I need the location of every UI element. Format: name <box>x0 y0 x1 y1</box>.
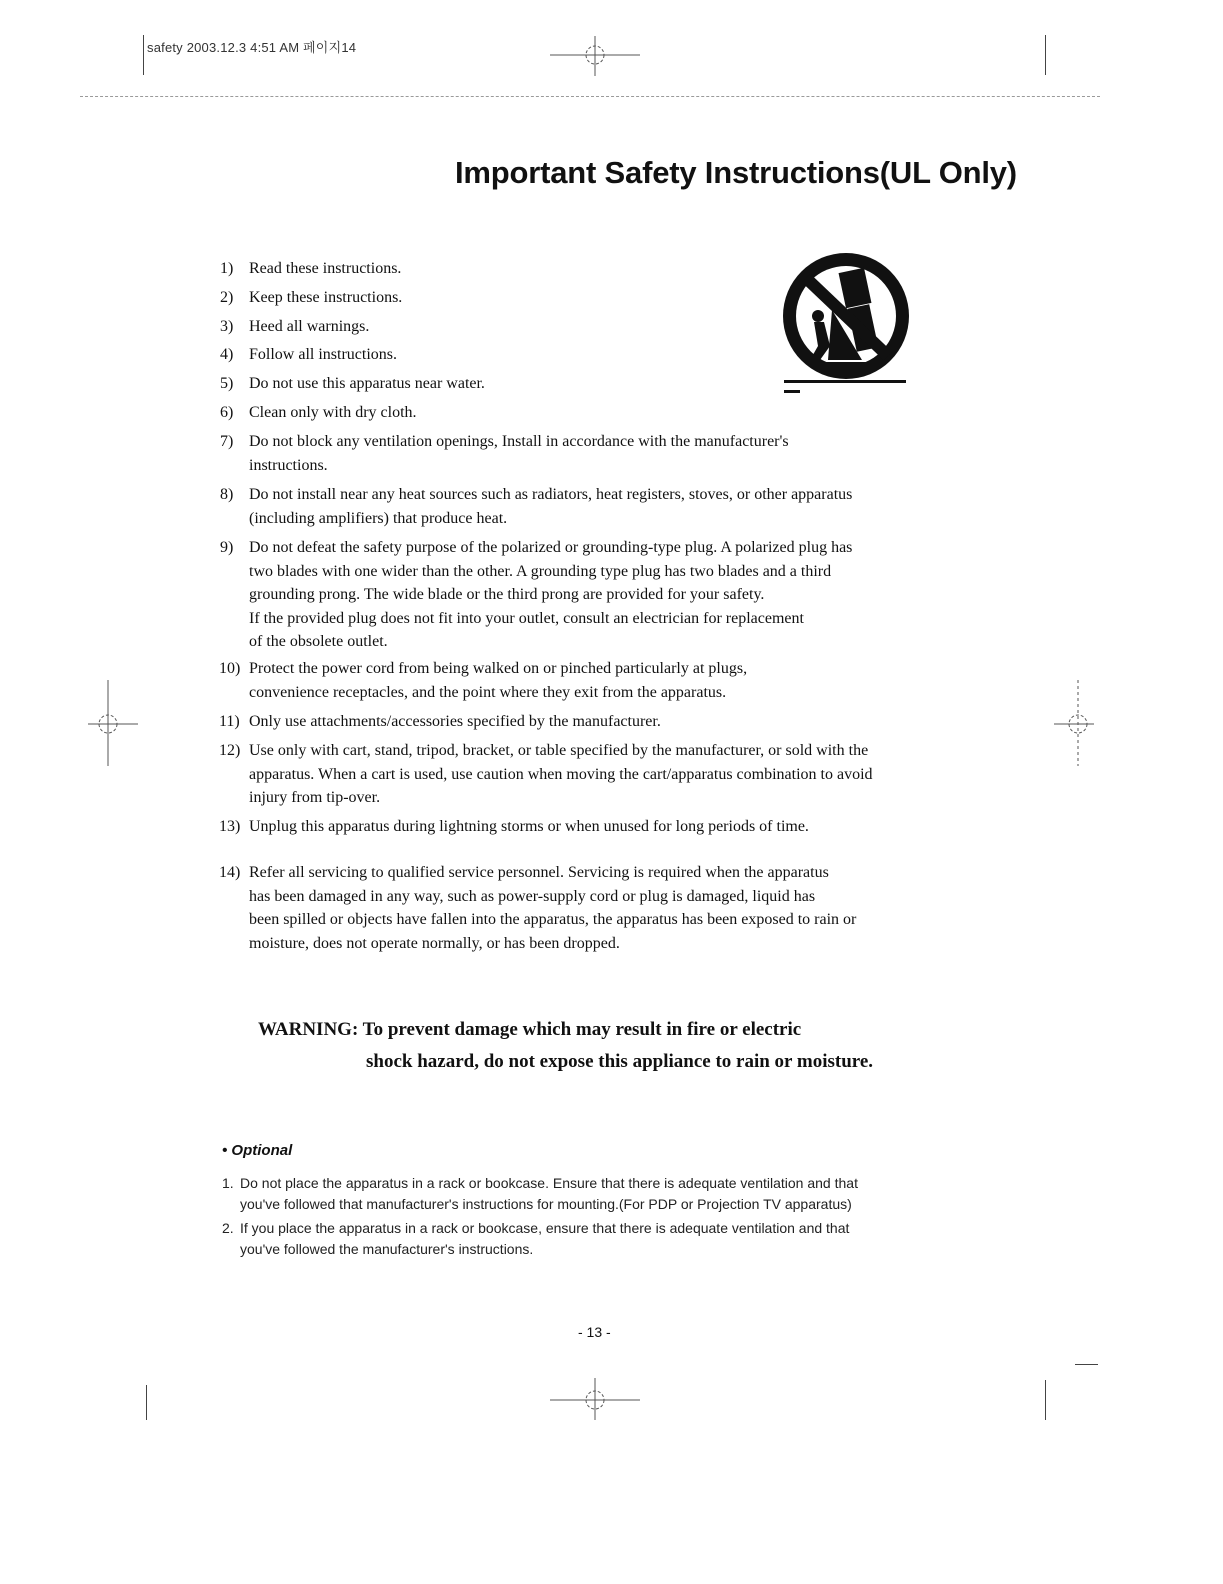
instruction-number: 1) <box>220 260 234 277</box>
instruction-text: Do not install near any heat sources such as radiators, heat registers, stoves, or other apparatus <box>249 486 853 503</box>
optional-item-text: Do not place the apparatus in a rack or bookcase. Ensure that there is adequate ventilation and that <box>240 1175 858 1191</box>
instruction-text: Do not block any ventilation openings, Install in accordance with the manufacturer's <box>249 433 789 450</box>
crop-mark-bottom-right-horizontal <box>1075 1364 1098 1365</box>
instruction-number: 5) <box>220 375 234 392</box>
instruction-number: 10) <box>219 660 241 677</box>
instruction-text: apparatus. When a cart is used, use caution when moving the cart/apparatus combination to avoid <box>249 765 873 783</box>
instruction-text: Use only with cart, stand, tripod, bracket, or table specified by the manufacturer, or sold with the <box>249 742 869 759</box>
instruction-number: 2) <box>220 289 234 306</box>
instruction-text: convenience receptacles, and the point where they exit from the apparatus. <box>249 683 727 701</box>
instruction-text: has been damaged in any way, such as power-supply cord or plug is damaged, liquid has <box>249 887 816 905</box>
instruction-number: 8) <box>220 486 234 503</box>
instruction-number: 7) <box>220 433 234 450</box>
instruction-text: instructions. <box>249 456 328 474</box>
instruction-text: Do not defeat the safety purpose of the polarized or grounding-type plug. A polarized plug has <box>249 539 853 556</box>
optional-item-text: you've followed that manufacturer's instructions for mounting.(For PDP or Projection TV apparatus) <box>240 1196 852 1212</box>
instruction-text: Follow all instructions. <box>249 346 397 363</box>
instruction-text: Read these instructions. <box>249 260 402 277</box>
registration-mark-left <box>88 680 138 766</box>
page-title: Important Safety Instructions(UL Only) <box>455 155 1017 190</box>
instruction-number: 9) <box>220 539 234 556</box>
instruction-number: 14) <box>219 864 241 881</box>
instruction-text: Do not use this apparatus near water. <box>249 375 485 392</box>
crop-mark-top-right <box>1045 35 1046 75</box>
crop-mark-bottom-left <box>146 1385 147 1420</box>
crop-mark-bottom-right <box>1045 1380 1046 1420</box>
registration-mark-top <box>550 36 640 76</box>
instruction-text: (including amplifiers) that produce heat. <box>249 509 508 527</box>
instruction-text: injury from tip-over. <box>249 789 381 806</box>
instruction-number: 11) <box>219 713 240 730</box>
optional-item-text: you've followed the manufacturer's instructions. <box>240 1241 534 1257</box>
instruction-text: been spilled or objects have fallen into the apparatus, the apparatus has been exposed to rain or <box>249 911 857 928</box>
instruction-number: 12) <box>219 742 241 759</box>
registration-mark-right <box>1054 680 1104 766</box>
instruction-number: 4) <box>220 346 234 363</box>
instruction-text: grounding prong. The wide blade or the third prong are provided for your safety. <box>249 586 765 603</box>
instruction-text: Clean only with dry cloth. <box>249 404 417 421</box>
instruction-text: Protect the power cord from being walked on or pinched particularly at plugs, <box>249 660 748 677</box>
scan-artifact-line <box>80 96 1100 97</box>
print-header-meta: safety 2003.12.3 4:51 AM 페이지14 <box>147 40 357 55</box>
crop-mark-top-left <box>143 35 144 75</box>
instruction-text: If the provided plug does not fit into your outlet, consult an electrician for replacement <box>249 609 804 627</box>
instruction-text: Keep these instructions. <box>249 289 403 306</box>
instruction-number: 6) <box>220 404 234 421</box>
registration-mark-bottom <box>550 1378 640 1420</box>
instruction-text: of the obsolete outlet. <box>249 633 388 650</box>
instruction-text: Unplug this apparatus during lightning storms or when unused for long periods of time. <box>249 818 809 835</box>
instruction-text: Refer all servicing to qualified service personnel. Servicing is required when the apparatus <box>249 864 829 881</box>
instruction-text: moisture, does not operate normally, or has been dropped. <box>249 934 620 952</box>
instruction-number: 13) <box>219 818 241 835</box>
optional-item-text: If you place the apparatus in a rack or bookcase, ensure that there is adequate ventilation and that <box>240 1220 850 1236</box>
warning-line-2: shock hazard, do not expose this appliance to rain or moisture. <box>366 1051 874 1072</box>
instruction-text: Heed all warnings. <box>249 318 370 335</box>
instruction-text: Only use attachments/accessories specified by the manufacturer. <box>249 713 661 730</box>
warning-line-1: WARNING: To prevent damage which may result in fire or electric <box>258 1019 802 1040</box>
optional-heading: • Optional <box>222 1142 293 1159</box>
optional-item-number: 1. <box>222 1175 234 1191</box>
instruction-number: 3) <box>220 318 234 335</box>
instruction-text: two blades with one wider than the other. A grounding type plug has two blades and a third <box>249 562 832 580</box>
page-number: - 13 - <box>578 1324 611 1340</box>
optional-item-number: 2. <box>222 1220 234 1236</box>
